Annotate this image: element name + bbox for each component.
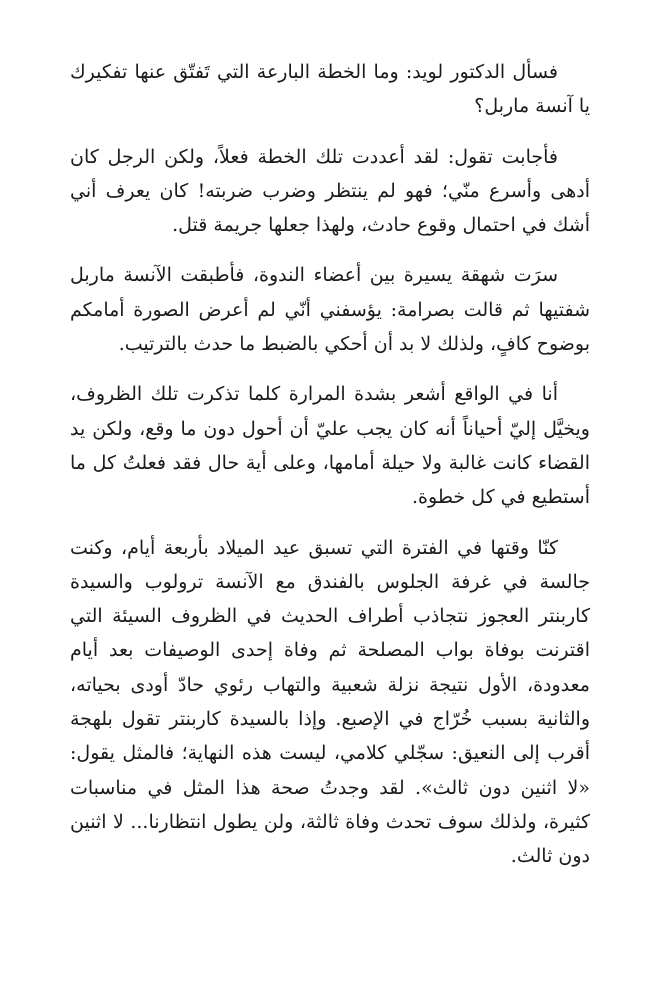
paragraph: أنا في الواقع أشعر بشدة المرارة كلما تذكرت تلك الظروف، ويخيَّل إليّ أحياناً أنه كان يجب عليّ أن أحول دون ما وقع، ولكن يد القضاء كانت غالبة ولا حيلة أمامها، وعلى أية حال فقد فعلتُ كل ما أستطيع في كل خطوة. (70, 383, 590, 509)
paragraph: كنّا وقتها في الفترة التي تسبق عيد الميلاد بأربعة أيام، وكنت جالسة في غرفة الجلوس بالفندق مع الآنسة ترولوب والسيدة كاربنتر العجوز نتجاذب أطراف الحديث في الظروف السيئة التي اقترنت بوفاة بواب المصلحة ثم وفاة إحدى الوصيفات بعد أيام معدودة، الأول نتيجة نزلة شعبية والتهاب رئوي حادّ أودى بحياته، والثانية بسبب خُرّاج في الإصبع. وإذا بالسيدة كاربنتر تقول بلهجة أقرب إلى النعيق: سجّلي كلامي، ليست هذه النهاية؛ فالمثل يقول: «لا اثنين دون ثالث». لقد وجدتُ صحة هذا المثل في مناسبات كثيرة، ولذلك سوف تحدث وفاة ثالثة، ولن يطول انتظارنا... لا اثنين دون ثالث. (70, 536, 590, 868)
paragraph: فأجابت تقول: لقد أعددت تلك الخطة فعلاً، ولكن الرجل كان أدهى وأسرع منّي؛ فهو لم ينتظر وضرب ضربته! كان يعرف أني أشك في احتمال وقوع حادث، ولهذا جعلها جريمة قتل. (70, 145, 590, 237)
paragraph: فسأل الدكتور لويد: وما الخطة البارعة التي تَفتّق عنها تفكيرك يا آنسة ماربل؟ (70, 61, 590, 118)
book-page (70, 55, 590, 874)
paragraph: سرَت شهقة يسيرة بين أعضاء الندوة، فأطبقت الآنسة ماربل شفتيها ثم قالت بصرامة: يؤسفني أنّي لم أعرض الصورة أمامكم بوضوح كافٍ، ولذلك لا بد أن أحكي بالضبط ما حدث بالترتيب. (70, 264, 590, 356)
